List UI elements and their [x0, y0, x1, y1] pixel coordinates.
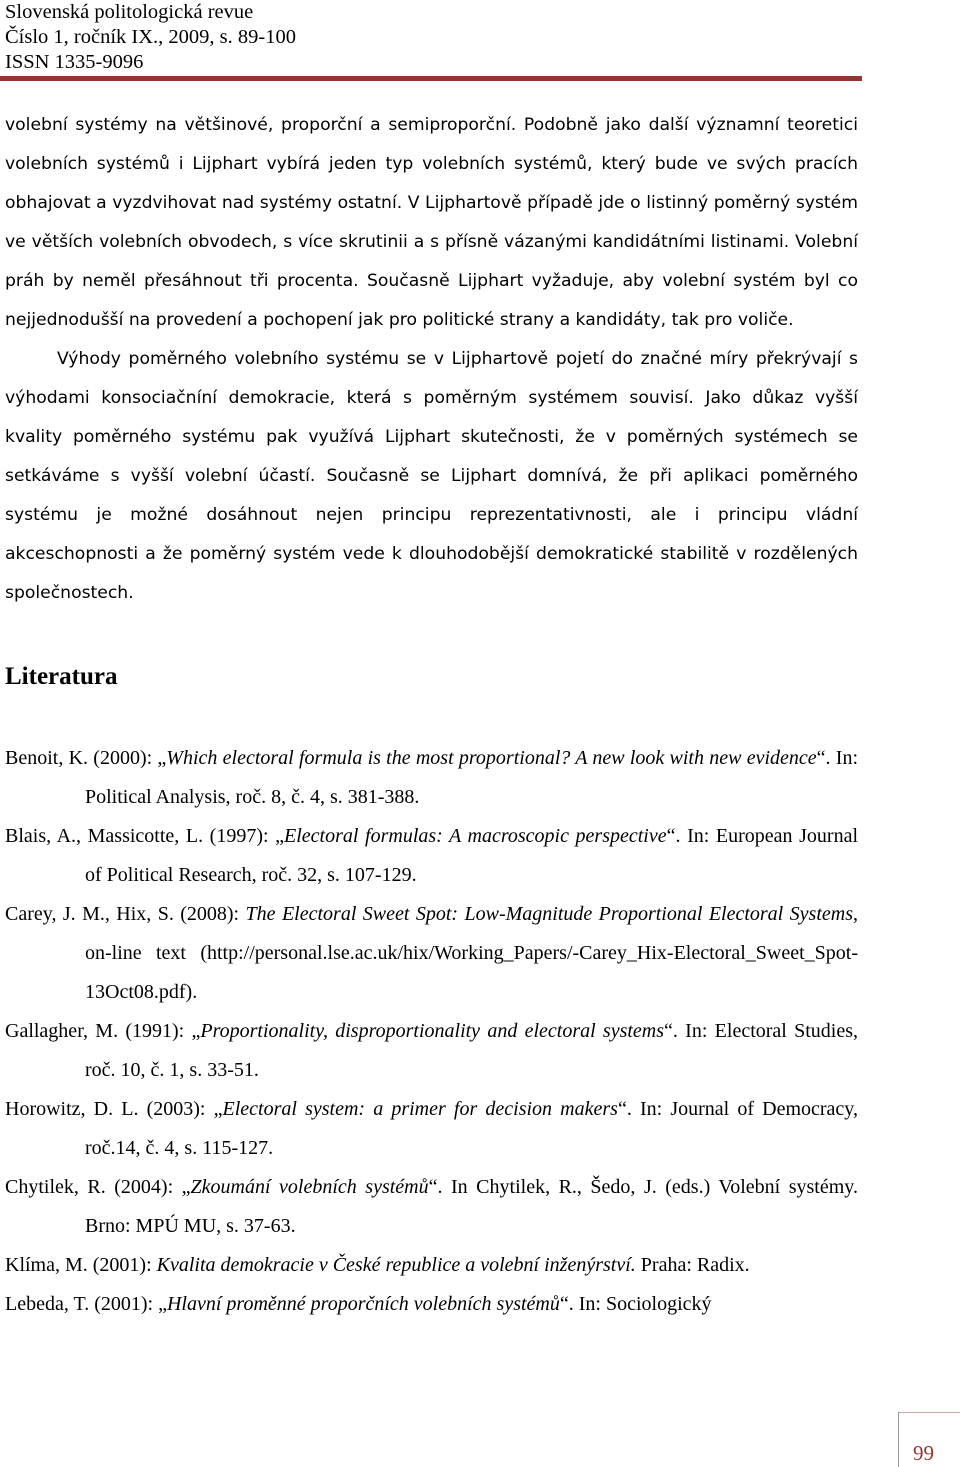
journal-issn: ISSN 1335-9096	[5, 51, 144, 73]
reference-item: Klíma, M. (2001): Kvalita demokracie v České republice a volební inženýrství. Praha: Radix.	[5, 1254, 750, 1276]
footer-rule-vertical	[898, 1412, 899, 1467]
body-paragraph-2: Výhody poměrného volebního systému se v Lijphartově pojetí do značné míry překrývají s výhodami konsociačníní demokracie, která s poměrným systémem souvisí. Jako důkaz vyšší kvality poměrného systému pak využívá Lijphart skutečnosti, že v poměrných systémech se setkáváme s vyšší volební účastí. Současně se Lijphart domnívá, že při aplikaci poměrného systému je možné dosáhnout nejen principu reprezentativnosti, ale i principu vládní akceschopnosti a že poměrný systém vede k dlouhodobější demokratické stabilitě v rozdělených společnostech.	[5, 349, 858, 603]
page-content	[5, 106, 858, 1324]
body-paragraph-1: volební systémy na většinové, proporční a semiproporční. Podobně jako další významní teoretici volebních systémů i Lijphart vybírá jeden typ volebních systémů, který bude ve svých pracích obhajovat a vyzdvihovat nad systémy ostatní. V Lijphartově případě jde o listinný poměrný systém ve větších volebních obvodech, s více skrutinii a s přísně vázanými kandidátními listinami. Volební práh by neměl přesáhnout tři procenta. Současně Lijphart vyžaduje, aby volební systém byl co nejjednodušší na provedení a pochopení jak pro politické strany a kandidáty, tak pro voliče.	[5, 115, 858, 330]
journal-issue: Číslo 1, ročník IX., 2009, s. 89-100	[5, 26, 296, 48]
reference-item: Carey, J. M., Hix, S. (2008): The Electoral Sweet Spot: Low-Magnitude Proportional Electoral Systems, on-line text (http://personal.lse.ac.uk/hix/Working_Papers/-Carey_Hix-Electoral_Sweet_Spot-13Oct08.pdf).	[5, 903, 858, 1003]
reference-item: Blais, A., Massicotte, L. (1997): „Electoral formulas: A macroscopic perspective“. In: European Journal of Political Research, roč. 32, s. 107-129.	[5, 825, 858, 886]
header-rule	[0, 76, 862, 81]
page-number: 99	[913, 1441, 934, 1465]
section-title: Literatura	[5, 663, 118, 690]
reference-item: Lebeda, T. (2001): „Hlavní proměnné proporčních volebních systémů“. In: Sociologický	[5, 1293, 712, 1315]
reference-item: Gallagher, M. (1991): „Proportionality, disproportionality and electoral systems“. In: Electoral Studies, roč. 10, č. 1, s. 33-51.	[5, 1020, 859, 1081]
reference-item: Horowitz, D. L. (2003): „Electoral system: a primer for decision makers“. In: Journal of Democracy, roč.14, č. 4, s. 115-127.	[5, 1098, 859, 1159]
reference-list	[5, 739, 858, 1324]
running-header	[5, 0, 296, 75]
journal-name: Slovenská politologická revue	[5, 1, 254, 23]
footer-rule-horizontal	[898, 1412, 960, 1413]
reference-item: Benoit, K. (2000): „Which electoral formula is the most proportional? A new look with new evidence“. In: Political Analysis, roč. 8, č. 4, s. 381-388.	[5, 747, 859, 808]
reference-item: Chytilek, R. (2004): „Zkoumání volebních systémů“. In Chytilek, R., Šedo, J. (eds.) Volební systémy. Brno: MPÚ MU, s. 37-63.	[5, 1176, 859, 1237]
